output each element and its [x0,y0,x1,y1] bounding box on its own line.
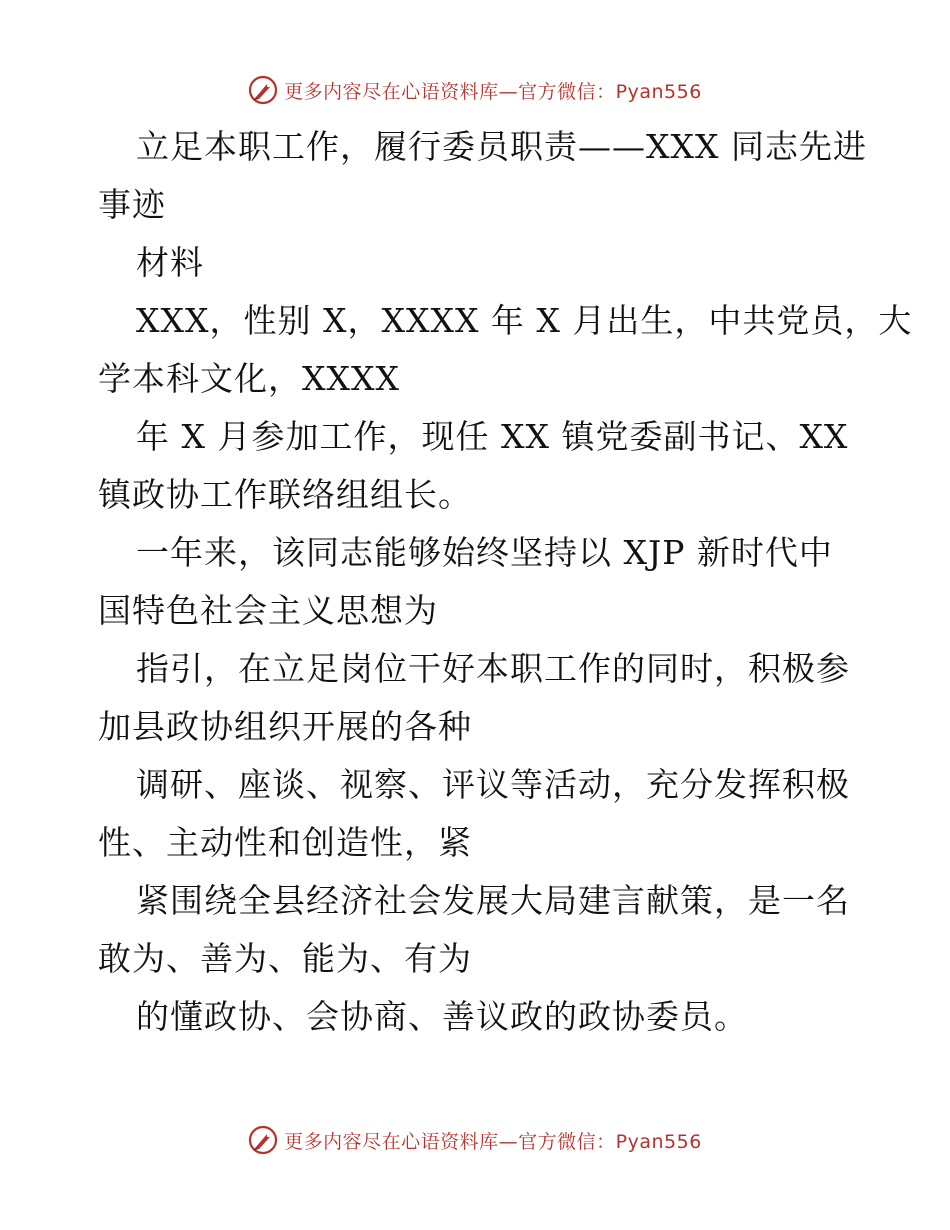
document-body [98,118,913,1046]
text-line: 指引，在立足岗位干好本职工作的同时，积极参 [136,649,850,688]
pen-logo-icon [248,75,278,105]
text-line: 材料 [136,243,204,282]
text-line: 紧围绕全县经济社会发展大局建言献策，是一名 [136,881,850,920]
text-line: 的懂政协、会协商、善议政的政协委员。 [136,997,748,1036]
pen-logo-icon [248,1125,278,1155]
text-line: 年 X 月参加工作，现任 XX 镇党委副书记、XX [136,417,849,456]
watermark-text: 更多内容尽在心语资料库—官方微信：Pyan556 [284,80,702,103]
text-line: 事迹 [98,185,166,224]
text-line: 国特色社会主义思想为 [98,591,438,630]
text-line: 立足本职工作，履行委员职责——XXX 同志先进 [136,127,867,166]
text-line: 一年来，该同志能够始终坚持以 XJP 新时代中 [136,533,833,572]
text-line: 加县政协组织开展的各种 [98,707,472,746]
text-line: 敢为、善为、能为、有为 [98,939,472,978]
text-line: 学本科文化，XXXX [98,359,400,398]
text-line: 性、主动性和创造性，紧 [98,823,472,862]
text-line: XXX，性别 X，XXXX 年 X 月出生，中共党员，大 [136,301,913,340]
footer-watermark [0,1120,950,1160]
text-line: 镇政协工作联络组组长。 [98,475,472,514]
text-line: 调研、座谈、视察、评议等活动，充分发挥积极 [136,765,850,804]
watermark-text: 更多内容尽在心语资料库—官方微信：Pyan556 [284,1130,702,1153]
header-watermark [0,70,950,110]
